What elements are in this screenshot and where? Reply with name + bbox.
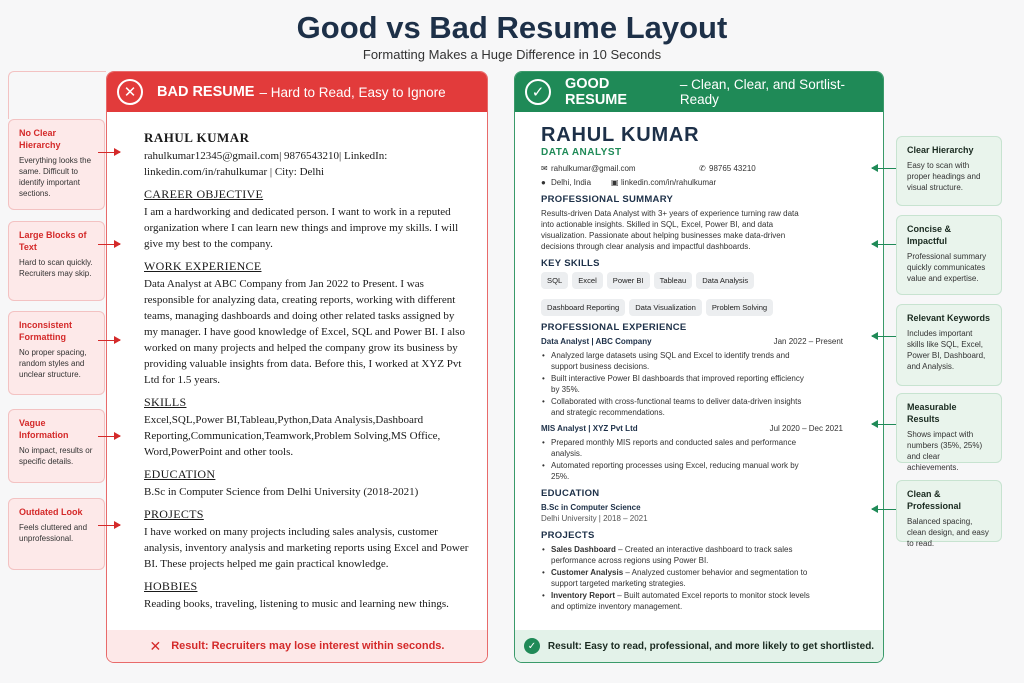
- skill-chip: Tableau: [654, 272, 693, 289]
- arrow-left-icon: [872, 509, 896, 510]
- bad-callout: [8, 311, 105, 395]
- callout-desc: Everything looks the same. Difficult to identify important sections.: [19, 156, 92, 198]
- callout-title: Relevant Keywords: [907, 313, 991, 323]
- bad-section-text: Excel,SQL,Power BI,Tableau,Python,Data Analysis,Dashboard Reporting,Communication,Teamwork,Problem Solving,MS Office, Word,PowerPoint and other tools.: [144, 414, 441, 458]
- good-heading-rest: – Clean, Clear, and Sortlist-Ready: [679, 77, 845, 107]
- arrow-right-icon: [98, 244, 120, 245]
- callout-desc: No proper spacing, random styles and unclear structure.: [19, 348, 87, 379]
- job-bullets: [541, 437, 806, 482]
- contact-row: [541, 163, 867, 174]
- good-email: rahulkumar@gmail.com: [551, 164, 636, 173]
- page-title: Good vs Bad Resume Layout: [296, 10, 728, 45]
- bad-section-heading: WORK EXPERIENCE: [144, 259, 262, 273]
- callout-title: No Clear Hierarchy: [19, 128, 61, 150]
- project-text: – Analyzed customer behavior and segmentation to support targeted marketing strategies.: [551, 568, 808, 588]
- bad-result-bar: [107, 630, 487, 662]
- bad-section-heading: EDUCATION: [144, 467, 216, 481]
- arrow-left-icon: [872, 168, 896, 169]
- bad-resume-body: [107, 112, 487, 612]
- callout-desc: Shows impact with numbers (35%, 25%) and clear achievements.: [907, 430, 983, 472]
- arrow-right-icon: [98, 340, 120, 341]
- project-bullets: [541, 544, 816, 612]
- experience-heading: PROFESSIONAL EXPERIENCE: [541, 322, 687, 333]
- job-bullets: [541, 350, 806, 418]
- callout-title: Outdated Look: [19, 507, 83, 517]
- bad-heading-strong: BAD RESUME: [157, 84, 255, 100]
- linkedin-icon: ▣: [611, 178, 619, 187]
- skill-chip: Data Visualization: [629, 299, 702, 316]
- arrow-left-icon: [872, 244, 896, 245]
- list-item: • Prepared monthly MIS reports and conducted sales and performance analysis.: [541, 437, 806, 459]
- good-callout: [896, 136, 1002, 206]
- summary-text: Results-driven Data Analyst with 3+ years of experience turning raw data into actionable insights. Skilled in SQL, Excel, Power BI, and data visualization. Passionate about helping businesses make data-driven decisions through clear analysis and impactful dashboards.: [541, 209, 799, 251]
- callout-title: Clear Hierarchy: [907, 145, 974, 155]
- bad-section-heading: HOBBIES: [144, 579, 198, 593]
- good-result-text: Result: Easy to read, professional, and more likely to get shortlisted.: [547, 640, 875, 652]
- bad-section-text: B.Sc in Computer Science from Delhi University (2018-2021): [144, 486, 419, 498]
- list-item: [541, 567, 816, 589]
- bad-section-text: Data Analyst at ABC Company from Jan 2022 to Present. I was responsible for analyzing data, creating reports, working with different teams, managing dashboards and doing other related tasks assigned by my manager. I have good knowledge of Excel, SQL and Power BI. I also worked on many projects and helped the company grow its business by providing valuable insights from data. Before this, I worked at XYZ Pvt Ltd for 1.5 years.: [144, 278, 465, 386]
- job-row: [541, 336, 843, 347]
- good-location: Delhi, India: [551, 178, 592, 187]
- bad-result-text: Result: Recruiters may lose interest within seconds.: [171, 640, 445, 652]
- bad-name: RAHUL KUMAR: [144, 130, 250, 145]
- callout-desc: Professional summary quickly communicates value and expertise.: [907, 252, 987, 283]
- good-role: DATA ANALYST: [541, 147, 622, 158]
- skills-heading: KEY SKILLS: [541, 258, 600, 269]
- project-text: – Created an interactive dashboard to track sales performance across regions using Power BI.: [551, 545, 793, 565]
- good-phone: 98765 43210: [709, 164, 756, 173]
- x-icon: ✕: [149, 637, 162, 654]
- good-heading-strong: GOOD RESUME: [565, 76, 628, 108]
- skills-list: [541, 272, 867, 316]
- list-item: [541, 590, 816, 612]
- callout-title: Vague Information: [19, 418, 69, 440]
- callout-title: Measurable Results: [907, 402, 957, 424]
- good-callout: [896, 480, 1002, 548]
- good-name: RAHUL KUMAR: [541, 124, 700, 146]
- bad-section-text: I have worked on many projects including sales analysis, customer analysis, inventory analysis and marketing reports using Excel and Power BI. These projects helped me gain practical knowledge.: [144, 526, 469, 570]
- projects-heading: PROJECTS: [541, 530, 595, 541]
- good-resume-body: [515, 112, 883, 612]
- education-heading: EDUCATION: [541, 488, 600, 499]
- x-circle-icon: ✕: [117, 79, 143, 105]
- callout-desc: Balanced spacing, clean design, and easy to read.: [907, 517, 989, 548]
- project-name: Inventory Report: [551, 591, 616, 600]
- bad-resume-header: [107, 72, 487, 112]
- skill-chip: Power BI: [607, 272, 650, 289]
- education-degree: B.Sc in Computer Science: [541, 503, 641, 512]
- callout-desc: Easy to scan with proper headings and visual structure.: [907, 161, 981, 192]
- bad-callout: [8, 409, 105, 483]
- project-name: Customer Analysis: [551, 568, 624, 577]
- callout-desc: No impact, results or specific details.: [19, 446, 93, 466]
- callout-desc: Includes important skills like SQL, Excel, Power BI, Dashboard, and Analysis.: [907, 329, 986, 371]
- callout-desc: Hard to scan quickly. Recruiters may skip.: [19, 258, 93, 278]
- location-icon: ●: [541, 178, 546, 187]
- callout-title: Large Blocks of Text: [19, 230, 87, 252]
- bad-section-text: I am a hardworking and dedicated person. I want to work in a reputed organization where I can learn new things and improve my skills. I will give my best to the company.: [144, 206, 459, 250]
- good-callout: [896, 393, 1002, 472]
- skill-chip: Dashboard Reporting: [541, 299, 625, 316]
- good-resume-panel: [514, 71, 884, 663]
- page-subtitle: Formatting Makes a Huge Difference in 10 Seconds: [362, 47, 662, 62]
- bad-contact-line1: rahulkumar12345@gmail.com| 9876543210| LinkedIn:: [144, 150, 388, 162]
- arrow-left-icon: [872, 424, 896, 425]
- check-circle-icon: ✓: [525, 79, 551, 105]
- bad-contact-line2: linkedin.com/in/rahulkumar | City: Delhi: [144, 166, 325, 178]
- good-callout: [896, 304, 1002, 386]
- job-title: MIS Analyst | XYZ Pvt Ltd: [541, 424, 638, 433]
- contact-row: [541, 177, 867, 188]
- good-resume-header: [515, 72, 883, 112]
- good-callout: [896, 215, 1002, 295]
- callout-title: Inconsistent Formatting: [19, 320, 73, 342]
- callout-title: Concise & Impactful: [907, 224, 952, 246]
- arrow-right-icon: [98, 525, 120, 526]
- callout-bracket: [8, 71, 106, 119]
- summary-heading: PROFESSIONAL SUMMARY: [541, 194, 674, 205]
- bad-callout: [8, 498, 105, 570]
- arrow-right-icon: [98, 152, 120, 153]
- job-dates: Jul 2020 – Dec 2021: [769, 424, 843, 433]
- bad-section-heading: CAREER OBJECTIVE: [144, 187, 264, 201]
- list-item: • Analyzed large datasets using SQL and Excel to identify trends and support business decisions.: [541, 350, 806, 372]
- job-dates: Jan 2022 – Present: [773, 337, 843, 346]
- skill-chip: SQL: [541, 272, 568, 289]
- bad-callout: [8, 119, 105, 210]
- job-row: [541, 423, 843, 434]
- list-item: • Built interactive Power BI dashboards that improved reporting efficiency by 35%.: [541, 373, 806, 395]
- callout-desc: Feels cluttered and unprofessional.: [19, 523, 88, 543]
- project-text: – Built automated Excel reports to monitor stock levels and optimize inventory management.: [551, 591, 810, 611]
- list-item: • Automated reporting processes using Excel, reducing manual work by 25%.: [541, 460, 806, 482]
- list-item: [541, 544, 816, 566]
- education-school: Delhi University | 2018 – 2021: [541, 514, 648, 523]
- bad-callout: [8, 221, 105, 301]
- arrow-left-icon: [872, 336, 896, 337]
- skill-chip: Excel: [572, 272, 603, 289]
- skill-chip: Data Analysis: [696, 272, 754, 289]
- mail-icon: ✉: [541, 164, 548, 173]
- bad-section-text: Reading books, traveling, listening to music and learning new things.: [144, 598, 449, 610]
- job-title: Data Analyst | ABC Company: [541, 337, 652, 346]
- phone-icon: ✆: [699, 164, 706, 173]
- project-name: Sales Dashboard: [551, 545, 616, 554]
- arrow-right-icon: [98, 436, 120, 437]
- skill-chip: Problem Solving: [706, 299, 773, 316]
- bad-heading-rest: – Hard to Read, Easy to Ignore: [259, 84, 446, 100]
- check-icon: ✓: [524, 638, 540, 654]
- list-item: • Collaborated with cross-functional teams to deliver data-driven insights and strategic recommendations.: [541, 396, 806, 418]
- bad-resume-panel: [106, 71, 488, 663]
- callout-title: Clean & Professional: [907, 489, 962, 511]
- bad-section-heading: PROJECTS: [144, 507, 204, 521]
- bad-section-heading: SKILLS: [144, 395, 187, 409]
- good-linkedin: linkedin.com/in/rahulkumar: [621, 178, 717, 187]
- good-result-bar: [515, 630, 883, 662]
